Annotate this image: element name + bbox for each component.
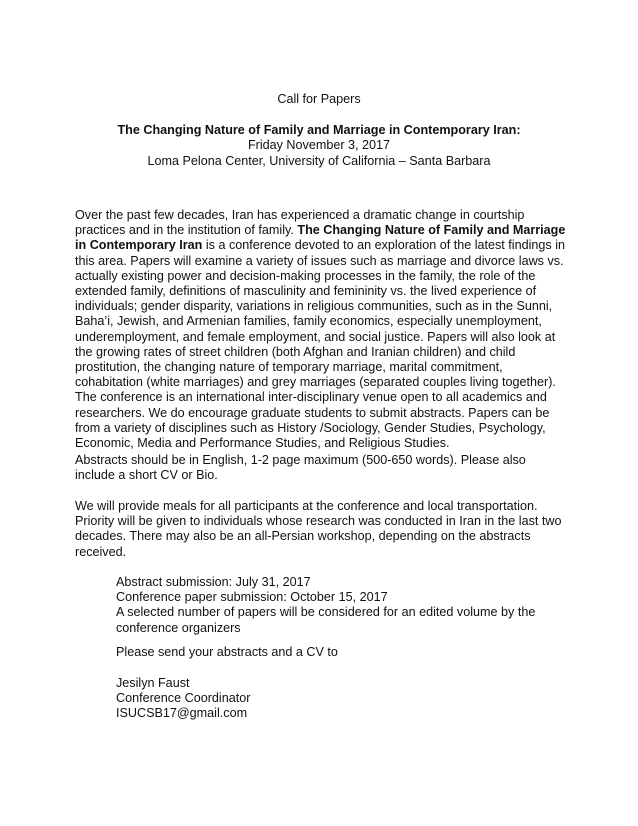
intro-text: practices and in the institution of family.: [75, 223, 298, 238]
contact-email: ISUCSB17@gmail.com: [116, 706, 248, 721]
abstracts-line: Abstracts should be in English, 1-2 page maximum (500-650 words). Please also: [75, 453, 526, 467]
contact-role: Conference Coordinator: [116, 691, 251, 706]
intro-line: from a variety of disciplines such as History /Sociology, Gender Studies, Psychology,: [75, 420, 546, 435]
intro-line: this area. Papers will examine a variety of issues such as marriage and divorce laws vs.: [75, 253, 564, 268]
logistics-line: received.: [75, 544, 127, 559]
intro-line: actually existing power and decision-making processes in the family, the role of the: [75, 268, 536, 283]
conference-name-bold: The Changing Nature of Family and Marriage: [297, 223, 566, 238]
intro-line: Over the past few decades, Iran has experienced a dramatic change in courtship: [75, 208, 525, 222]
logistics-line: We will provide meals for all participants at the conference and local transportation.: [75, 499, 538, 513]
intro-line: [75, 223, 567, 238]
send-note: Please send your abstracts and a CV to: [116, 645, 338, 659]
conference-title: The Changing Nature of Family and Marriage in Contemporary Iran:: [117, 123, 521, 137]
conference-date: Friday November 3, 2017: [247, 138, 391, 152]
contact-block: [116, 676, 576, 722]
conference-name-bold: in Contemporary Iran: [75, 238, 203, 253]
intro-line: individuals; gender disparity, variations in religious communities, such as in the Sunni,: [75, 299, 553, 314]
intro-line: [75, 238, 567, 253]
intro-line: prostitution, the changing nature of temporary marriage, marital commitment,: [75, 360, 503, 375]
intro-text: is a conference devoted to an exploration of the latest findings in: [202, 238, 566, 253]
contact-name: Jesilyn Faust: [116, 676, 190, 690]
intro-line: underemployment, and female employment, and social justice. Papers will also look at: [75, 329, 556, 344]
abstracts-line: include a short CV or Bio.: [75, 468, 218, 483]
call-for-papers-heading: Call for Papers: [277, 92, 361, 106]
volume-note: A selected number of papers will be considered for an edited volume by the: [116, 605, 536, 620]
intro-line: researchers. We do encourage graduate students to submit abstracts. Papers can be: [75, 405, 550, 420]
abstract-deadline: Abstract submission: July 31, 2017: [116, 575, 311, 589]
conference-venue: Loma Pelona Center, University of California – Santa Barbara: [147, 154, 491, 168]
logistics-line: decades. There may also be an all-Persian workshop, depending on the abstracts: [75, 529, 531, 544]
intro-line: Economic, Media and Performance Studies, and Religious Studies.: [75, 436, 450, 451]
intro-line: The conference is an international inter-disciplinary venue open to all academics and: [75, 390, 547, 405]
intro-line: extended family, definitions of masculinity and femininity vs. the lived experience of: [75, 284, 537, 299]
logistics-line: Priority will be given to individuals whose research was conducted in Iran in the last two: [75, 514, 562, 529]
intro-paragraph: [75, 208, 567, 451]
intro-line: Baha’i, Jewish, and Armenian families, family economics, especially unemployment,: [75, 314, 542, 329]
intro-line: cohabitation (white marriages) and grey marriages (separated couples living together).: [75, 375, 556, 390]
intro-line: the growing rates of street children (both Afghan and Iranian children) and child: [75, 344, 516, 359]
deadlines-block: [116, 575, 576, 636]
paper-deadline: Conference paper submission: October 15, 2017: [116, 590, 388, 605]
logistics-paragraph: [75, 499, 567, 560]
abstracts-paragraph: [75, 453, 567, 483]
volume-note: conference organizers: [116, 620, 241, 635]
send-note-block: [116, 645, 576, 660]
